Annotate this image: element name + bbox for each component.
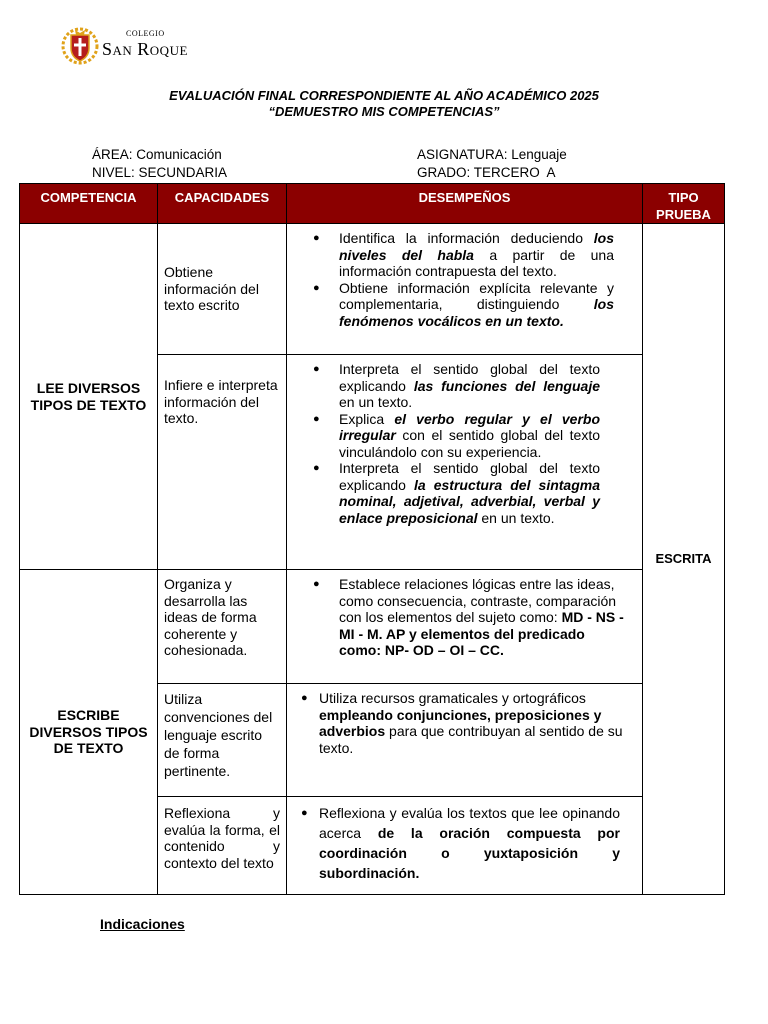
capacidad-cell: Organiza y desarrolla las ideas de forma coherente y cohesionada. — [158, 570, 287, 684]
table-row — [20, 570, 725, 684]
list-item: ● Obtiene información explícita relevante y complementaria, distinguiendo los fenómenos vocálicos en un texto. — [339, 280, 614, 330]
school-label: COLEGIO — [126, 29, 165, 38]
capacidad-cell: Obtiene información del texto escrito — [158, 224, 287, 355]
grado-label: GRADO: TERCERO A — [417, 165, 556, 180]
competencias-table — [19, 183, 725, 895]
nivel-label: NIVEL: SECUNDARIA — [92, 165, 228, 180]
table-row — [20, 224, 725, 355]
competencia-escribe: ESCRIBE DIVERSOS TIPOS DE TEXTO — [20, 570, 158, 895]
desempeno-cell — [287, 570, 643, 684]
list-item: ● Interpreta el sentido global del texto explicando la estructura del sintagma nominal, adjetival, adverbial, verbal y enlace preposicional en un texto. — [339, 460, 600, 526]
desempeno-cell — [287, 797, 643, 895]
asignatura-label: ASIGNATURA: Lenguaje — [417, 147, 567, 162]
crest-icon — [60, 26, 100, 66]
tipo-prueba-cell: ESCRITA — [643, 224, 725, 895]
table-header-row — [20, 184, 725, 224]
list-item: ● Explica el verbo regular y el verbo irregular con el sentido global del texto vinculándolo con su experiencia. — [339, 411, 600, 461]
page-title: EVALUACIÓN FINAL CORRESPONDIENTE AL AÑO ACADÉMICO 2025 — [169, 88, 599, 103]
desempeno-cell — [287, 355, 643, 570]
list-item: ● Establece relaciones lógicas entre las ideas, como consecuencia, contraste, comparación con los elementos del sujeto como: MD - NS - MI - M. AP y elementos del predicado como: NP- OD – OI – CC. — [339, 576, 628, 659]
list-item: ● Interpreta el sentido global del texto explicando las funciones del lenguaje en un texto. — [339, 361, 600, 411]
list-item: ● Utiliza recursos gramaticales y ortográficos empleando conjunciones, preposiciones y adverbios para que contribuyan al sentido de su texto. — [319, 690, 636, 756]
desempeno-cell — [287, 684, 643, 797]
capacidad-cell: Reflexiona y evalúa la forma, el contenido y contexto del texto — [158, 797, 287, 895]
header-desempenos: DESEMPEÑOS — [287, 184, 643, 224]
header-competencia: COMPETENCIA — [20, 184, 158, 224]
capacidad-cell: Infiere e interpreta información del texto. — [158, 355, 287, 570]
area-label: ÁREA: Comunicación — [92, 147, 222, 162]
indicaciones-heading: Indicaciones — [100, 916, 185, 932]
capacidad-cell: Utiliza convenciones del lenguaje escrito de forma pertinente. — [158, 684, 287, 797]
header-capacidades: CAPACIDADES — [158, 184, 287, 224]
page-subtitle: “DEMUESTRO MIS COMPETENCIAS” — [268, 104, 500, 119]
header-tipo-prueba: TIPO PRUEBA — [643, 184, 725, 224]
competencia-lee: LEE DIVERSOS TIPOS DE TEXTO — [20, 224, 158, 570]
list-item: ● Identifica la información deduciendo los niveles del habla a partir de una información contrapuesta del texto. — [339, 230, 614, 280]
desempeno-cell — [287, 224, 643, 355]
school-name: San Roque — [102, 39, 188, 59]
list-item: ● Reflexiona y evalúa los textos que lee opinando acerca de la oración compuesta por coordinación o yuxtaposición y subordinación. — [319, 803, 620, 883]
